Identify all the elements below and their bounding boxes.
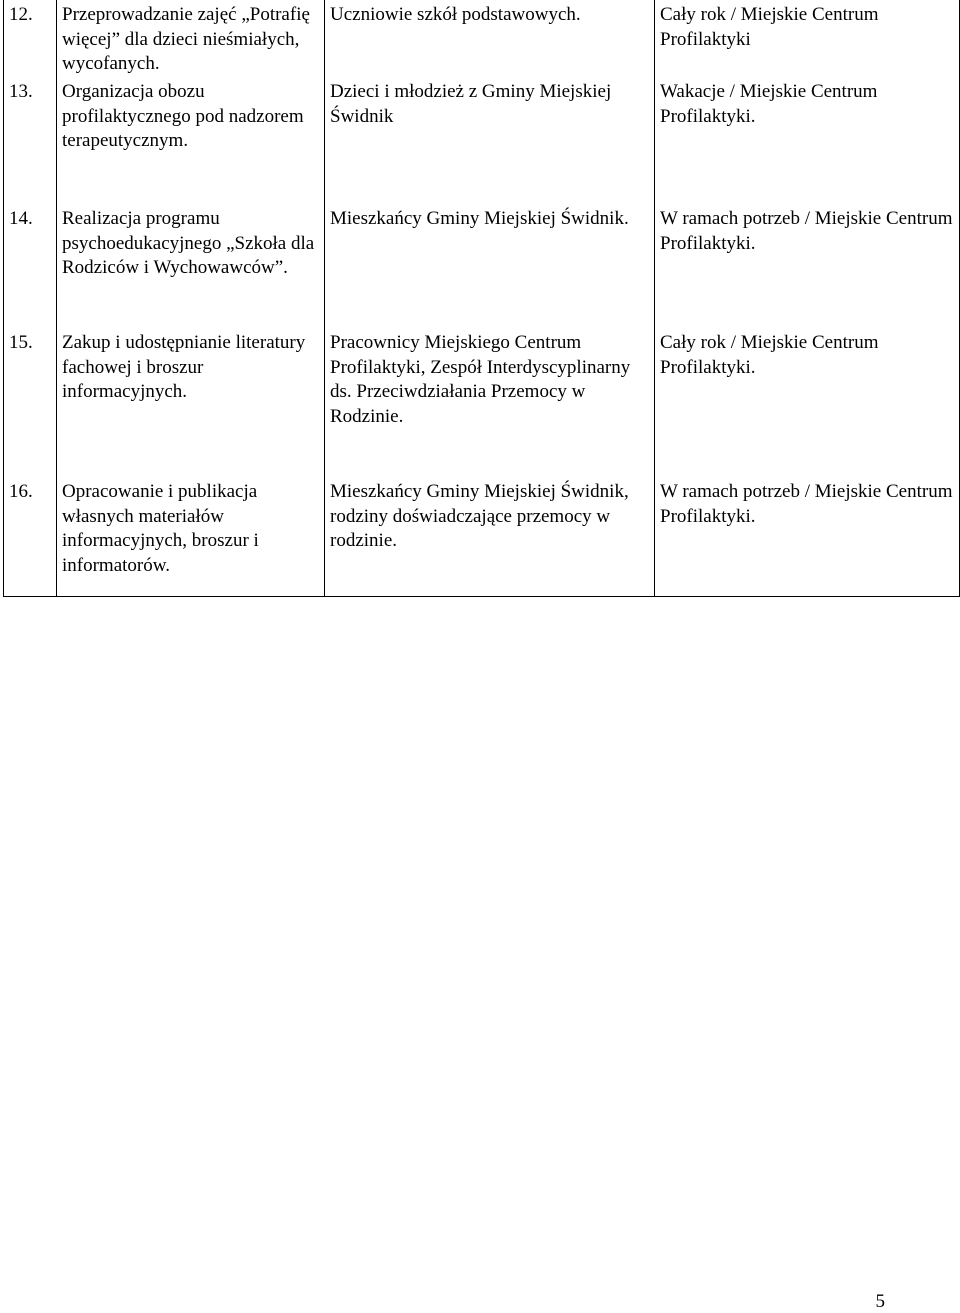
timing-cell: Cały rok / Miejskie Centrum Profilaktyki.: [655, 328, 960, 477]
target-group-cell: Uczniowie szkół podstawowych.: [325, 0, 655, 77]
page-number: 5: [875, 1291, 885, 1312]
table-row: [4, 77, 960, 204]
target-group-cell: Mieszkańcy Gminy Miejskiej Świdnik.: [325, 204, 655, 328]
target-group-cell: Pracownicy Miejskiego Centrum Profilaktyki, Zespół Interdyscyplinarny ds. Przeciwdziałania Przemocy w Rodzinie.: [325, 328, 655, 477]
timing-cell: Cały rok / Miejskie Centrum Profilaktyki: [655, 0, 960, 77]
table-row: [4, 0, 960, 77]
timing-cell: W ramach potrzeb / Miejskie Centrum Profilaktyki.: [655, 477, 960, 596]
task-cell: Opracowanie i publikacja własnych materiałów informacyjnych, broszur i informatorów.: [57, 477, 325, 596]
task-cell: Zakup i udostępnianie literatury fachowej i broszur informacyjnych.: [57, 328, 325, 477]
row-number: 16.: [4, 477, 57, 596]
target-group-cell: Dzieci i młodzież z Gminy Miejskiej Świdnik: [325, 77, 655, 204]
table-row: [4, 328, 960, 477]
program-table: [3, 0, 960, 597]
row-number: 12.: [4, 0, 57, 77]
timing-cell: Wakacje / Miejskie Centrum Profilaktyki.: [655, 77, 960, 204]
row-number: 14.: [4, 204, 57, 328]
timing-cell: W ramach potrzeb / Miejskie Centrum Profilaktyki.: [655, 204, 960, 328]
target-group-cell: Mieszkańcy Gminy Miejskiej Świdnik, rodziny doświadczające przemocy w rodzinie.: [325, 477, 655, 596]
task-cell: Przeprowadzanie zajęć „Potrafię więcej” dla dzieci nieśmiałych, wycofanych.: [57, 0, 325, 77]
row-number: 15.: [4, 328, 57, 477]
task-cell: Realizacja programu psychoedukacyjnego „Szkoła dla Rodziców i Wychowawców”.: [57, 204, 325, 328]
table-row: [4, 477, 960, 596]
task-cell: Organizacja obozu profilaktycznego pod nadzorem terapeutycznym.: [57, 77, 325, 204]
row-number: 13.: [4, 77, 57, 204]
table-row: [4, 204, 960, 328]
